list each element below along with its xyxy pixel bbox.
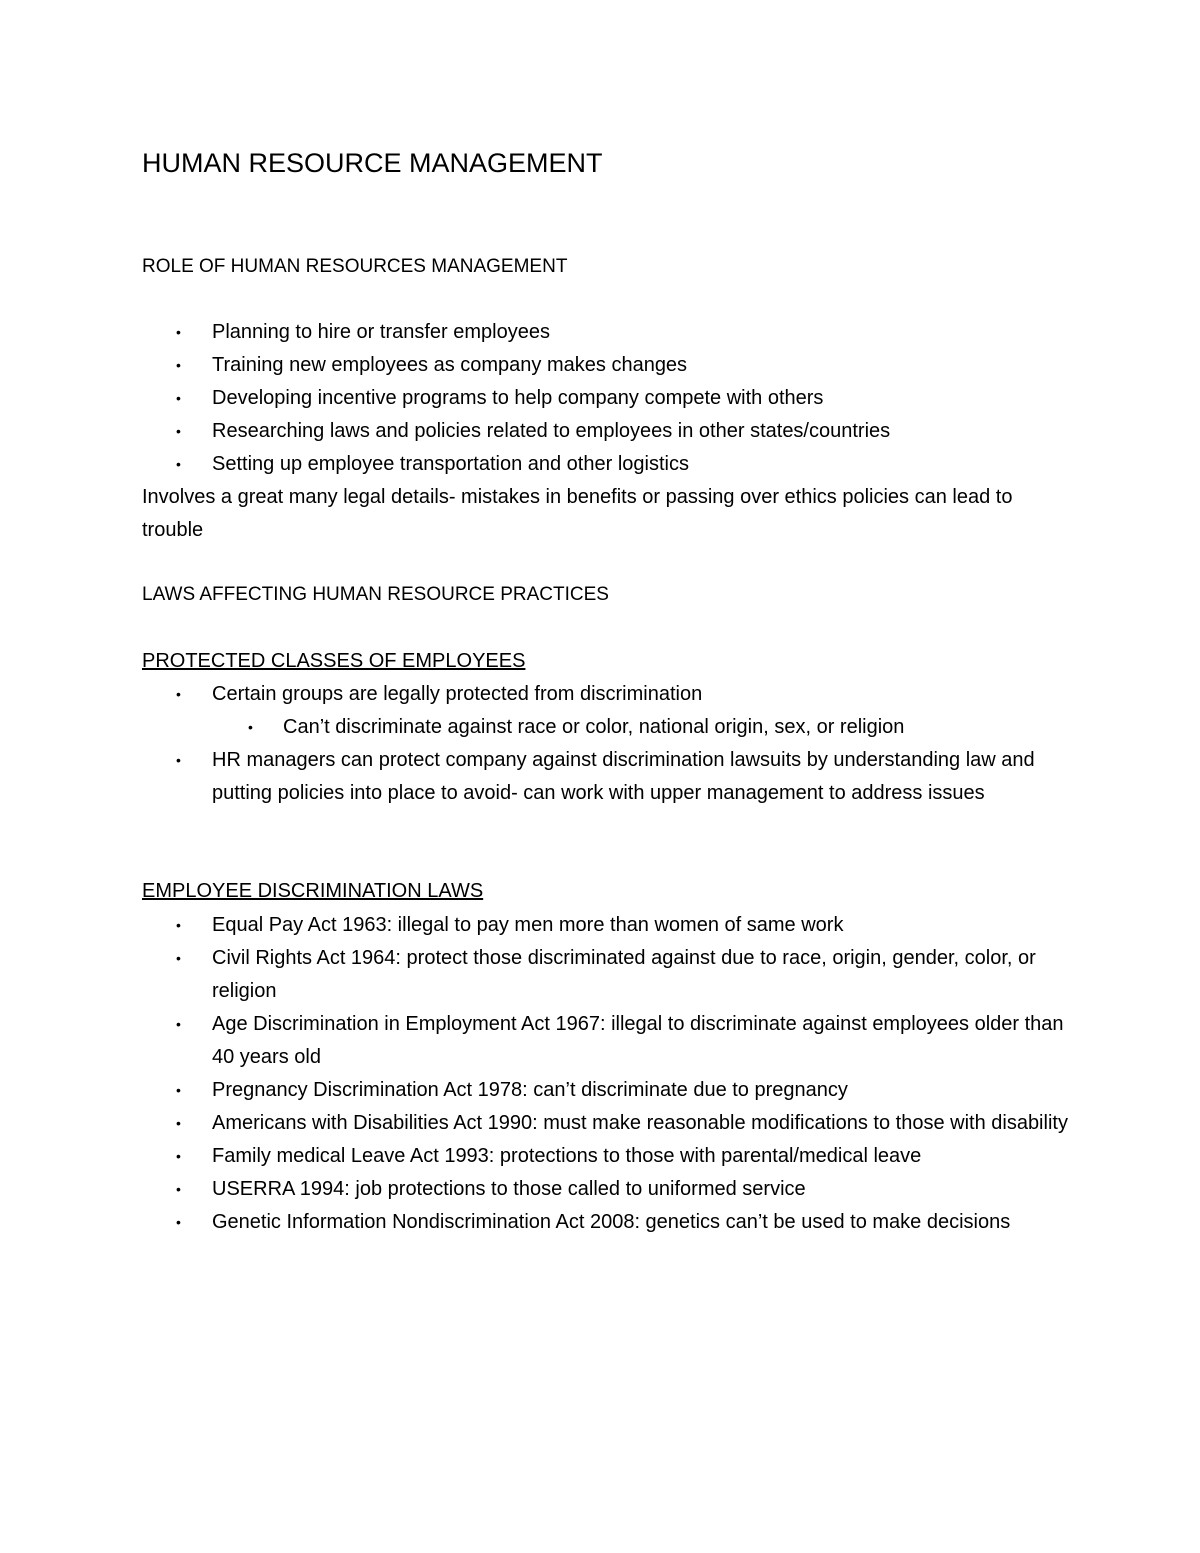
bullet-icon: • bbox=[248, 719, 253, 735]
list-item bbox=[0, 415, 1200, 448]
list-item-text: USERRA 1994: job protections to those called to uniformed service bbox=[212, 1178, 806, 1200]
list-item bbox=[0, 349, 1200, 382]
bullet-icon: • bbox=[176, 456, 181, 472]
list-item bbox=[0, 678, 1200, 711]
list-item bbox=[0, 1173, 1200, 1206]
list-item-text: Civil Rights Act 1964: protect those discriminated against due to race, origin, gender, color, or religion bbox=[212, 947, 1036, 1002]
list-item bbox=[0, 1008, 1200, 1074]
protected-list bbox=[0, 678, 1200, 810]
bullet-icon: • bbox=[176, 1214, 181, 1230]
list-item bbox=[0, 448, 1200, 481]
list-item-text: Age Discrimination in Employment Act 1967: illegal to discriminate against employees older than 40 years old bbox=[212, 1013, 1064, 1068]
list-item-text: Setting up employee transportation and other logistics bbox=[212, 453, 689, 475]
bullet-icon: • bbox=[176, 950, 181, 966]
bullet-icon: • bbox=[176, 1016, 181, 1032]
list-item bbox=[0, 1074, 1200, 1107]
bullet-icon: • bbox=[176, 1115, 181, 1131]
bullet-icon: • bbox=[176, 1148, 181, 1164]
role-list bbox=[0, 316, 1200, 481]
bullet-icon: • bbox=[176, 1082, 181, 1098]
list-item-text: Americans with Disabilities Act 1990: must make reasonable modifications to those with disability bbox=[212, 1112, 1068, 1134]
section-heading-role: ROLE OF HUMAN RESOURCES MANAGEMENT bbox=[142, 256, 568, 277]
discrimination-list bbox=[0, 909, 1200, 1239]
bullet-icon: • bbox=[176, 423, 181, 439]
list-item bbox=[0, 1140, 1200, 1173]
list-item-nested bbox=[0, 711, 1200, 744]
bullet-icon: • bbox=[176, 324, 181, 340]
role-note: Involves a great many legal details- mistakes in benefits or passing over ethics policies can lead to trouble bbox=[142, 486, 1013, 541]
list-item bbox=[0, 942, 1200, 1008]
bullet-icon: • bbox=[176, 752, 181, 768]
bullet-icon: • bbox=[176, 686, 181, 702]
bullet-icon: • bbox=[176, 1181, 181, 1197]
bullet-icon: • bbox=[176, 917, 181, 933]
list-item bbox=[0, 1107, 1200, 1140]
list-item-text: HR managers can protect company against discrimination lawsuits by understanding law and putting policies into place to avoid- can work with upper management to address issues bbox=[212, 749, 1035, 804]
list-item-text: Genetic Information Nondiscrimination Act 2008: genetics can’t be used to make decisions bbox=[212, 1211, 1011, 1233]
list-item-text: Can’t discriminate against race or color, national origin, sex, or religion bbox=[283, 716, 905, 738]
list-item-text: Family medical Leave Act 1993: protections to those with parental/medical leave bbox=[212, 1145, 922, 1167]
list-item-text: Researching laws and policies related to employees in other states/countries bbox=[212, 420, 891, 442]
section-heading-laws: LAWS AFFECTING HUMAN RESOURCE PRACTICES bbox=[142, 584, 609, 605]
list-item bbox=[0, 744, 1200, 810]
list-item bbox=[0, 909, 1200, 942]
bullet-icon: • bbox=[176, 390, 181, 406]
list-item-text: Developing incentive programs to help company compete with others bbox=[212, 387, 824, 409]
subsection-heading-protected: PROTECTED CLASSES OF EMPLOYEES bbox=[142, 650, 526, 672]
list-item-text: Certain groups are legally protected from discrimination bbox=[212, 683, 703, 705]
list-item-text: Pregnancy Discrimination Act 1978: can’t discriminate due to pregnancy bbox=[212, 1079, 848, 1101]
list-item-text: Planning to hire or transfer employees bbox=[212, 321, 550, 343]
list-item-text: Training new employees as company makes changes bbox=[212, 354, 688, 376]
list-item bbox=[0, 382, 1200, 415]
subsection-heading-discrimination: EMPLOYEE DISCRIMINATION LAWS bbox=[142, 880, 484, 902]
bullet-icon: • bbox=[176, 357, 181, 373]
list-item bbox=[0, 1206, 1200, 1239]
list-item-text: Equal Pay Act 1963: illegal to pay men more than women of same work bbox=[212, 914, 844, 936]
document-title: HUMAN RESOURCE MANAGEMENT bbox=[142, 148, 603, 178]
list-item bbox=[0, 316, 1200, 349]
